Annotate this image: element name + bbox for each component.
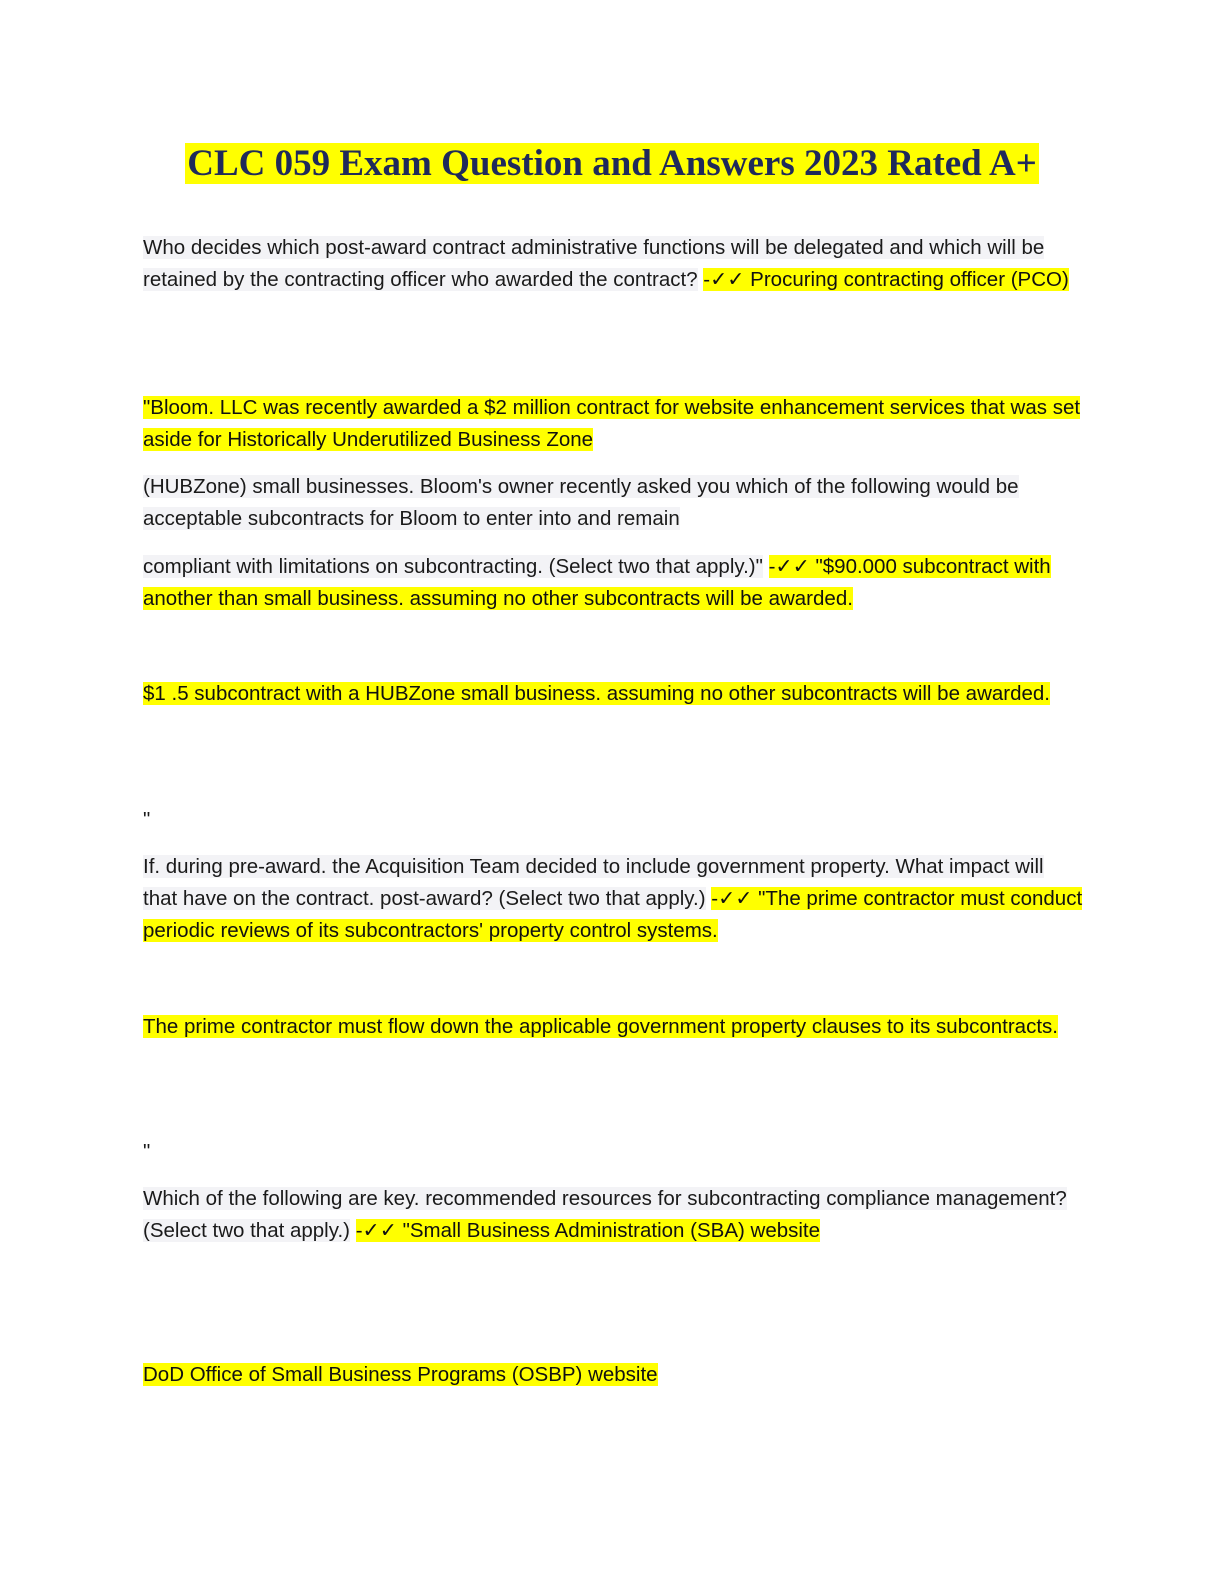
answer-text: $1 .5 subcontract with a HUBZone small business. assuming no other subcontracts will be awarded.: [143, 682, 1051, 705]
closing-quote-mark: ": [143, 808, 151, 831]
qa-item-4-answer-2: [143, 1359, 1083, 1391]
qa-item-3: [143, 851, 1083, 947]
question-text: Who decides which post-award contract administrative functions will be delegated and which will be retained by the contracting officer who awarded the contract?: [143, 236, 1045, 291]
answer-text: -✓✓ "The prime contractor must conduct periodic reviews of its subcontractors' property control systems.: [143, 887, 1083, 942]
qa-item-3-answer-2: [143, 1011, 1083, 1043]
qa-item-2-intro: [143, 392, 1083, 456]
document-title-text: CLC 059 Exam Question and Answers 2023 Rated A+: [187, 143, 1037, 184]
qa-item-2-question-end: [143, 551, 1083, 615]
answer-text: -✓✓ "$90.000 subcontract with another than small business. assuming no other subcontracts will be awarded.: [143, 555, 1051, 610]
answer-text: DoD Office of Small Business Programs (OSBP) website: [143, 1363, 658, 1386]
closing-quote-mark: ": [143, 1140, 151, 1163]
question-text: Which of the following are key. recommended resources for subcontracting compliance management? (Select two that apply.): [143, 1187, 1067, 1242]
question-text: If. during pre-award. the Acquisition Team decided to include government property. What impact will that have on the contract. post-award? (Select two that apply.): [143, 855, 1044, 910]
qa-item-2-answer-2: [143, 678, 1083, 710]
question-text: compliant with limitations on subcontracting. (Select two that apply.)": [143, 555, 763, 578]
qa-item-2-question: [143, 471, 1083, 535]
qa-item-1: [143, 232, 1083, 296]
question-text: (HUBZone) small businesses. Bloom's owner recently asked you which of the following would be acceptable subcontracts for Bloom to enter into and remain: [143, 475, 1019, 530]
document-title: [0, 138, 1224, 190]
answer-text: The prime contractor must flow down the applicable government property clauses to its subcontracts.: [143, 1015, 1058, 1038]
answer-text: -✓✓ Procuring contracting officer (PCO): [703, 268, 1069, 291]
question-intro-text: "Bloom. LLC was recently awarded a $2 million contract for website enhancement services that was set aside for Historically Underutilized Business Zone: [143, 396, 1081, 451]
qa-item-4: [143, 1183, 1083, 1247]
answer-text: -✓✓ "Small Business Administration (SBA) website: [355, 1219, 821, 1242]
